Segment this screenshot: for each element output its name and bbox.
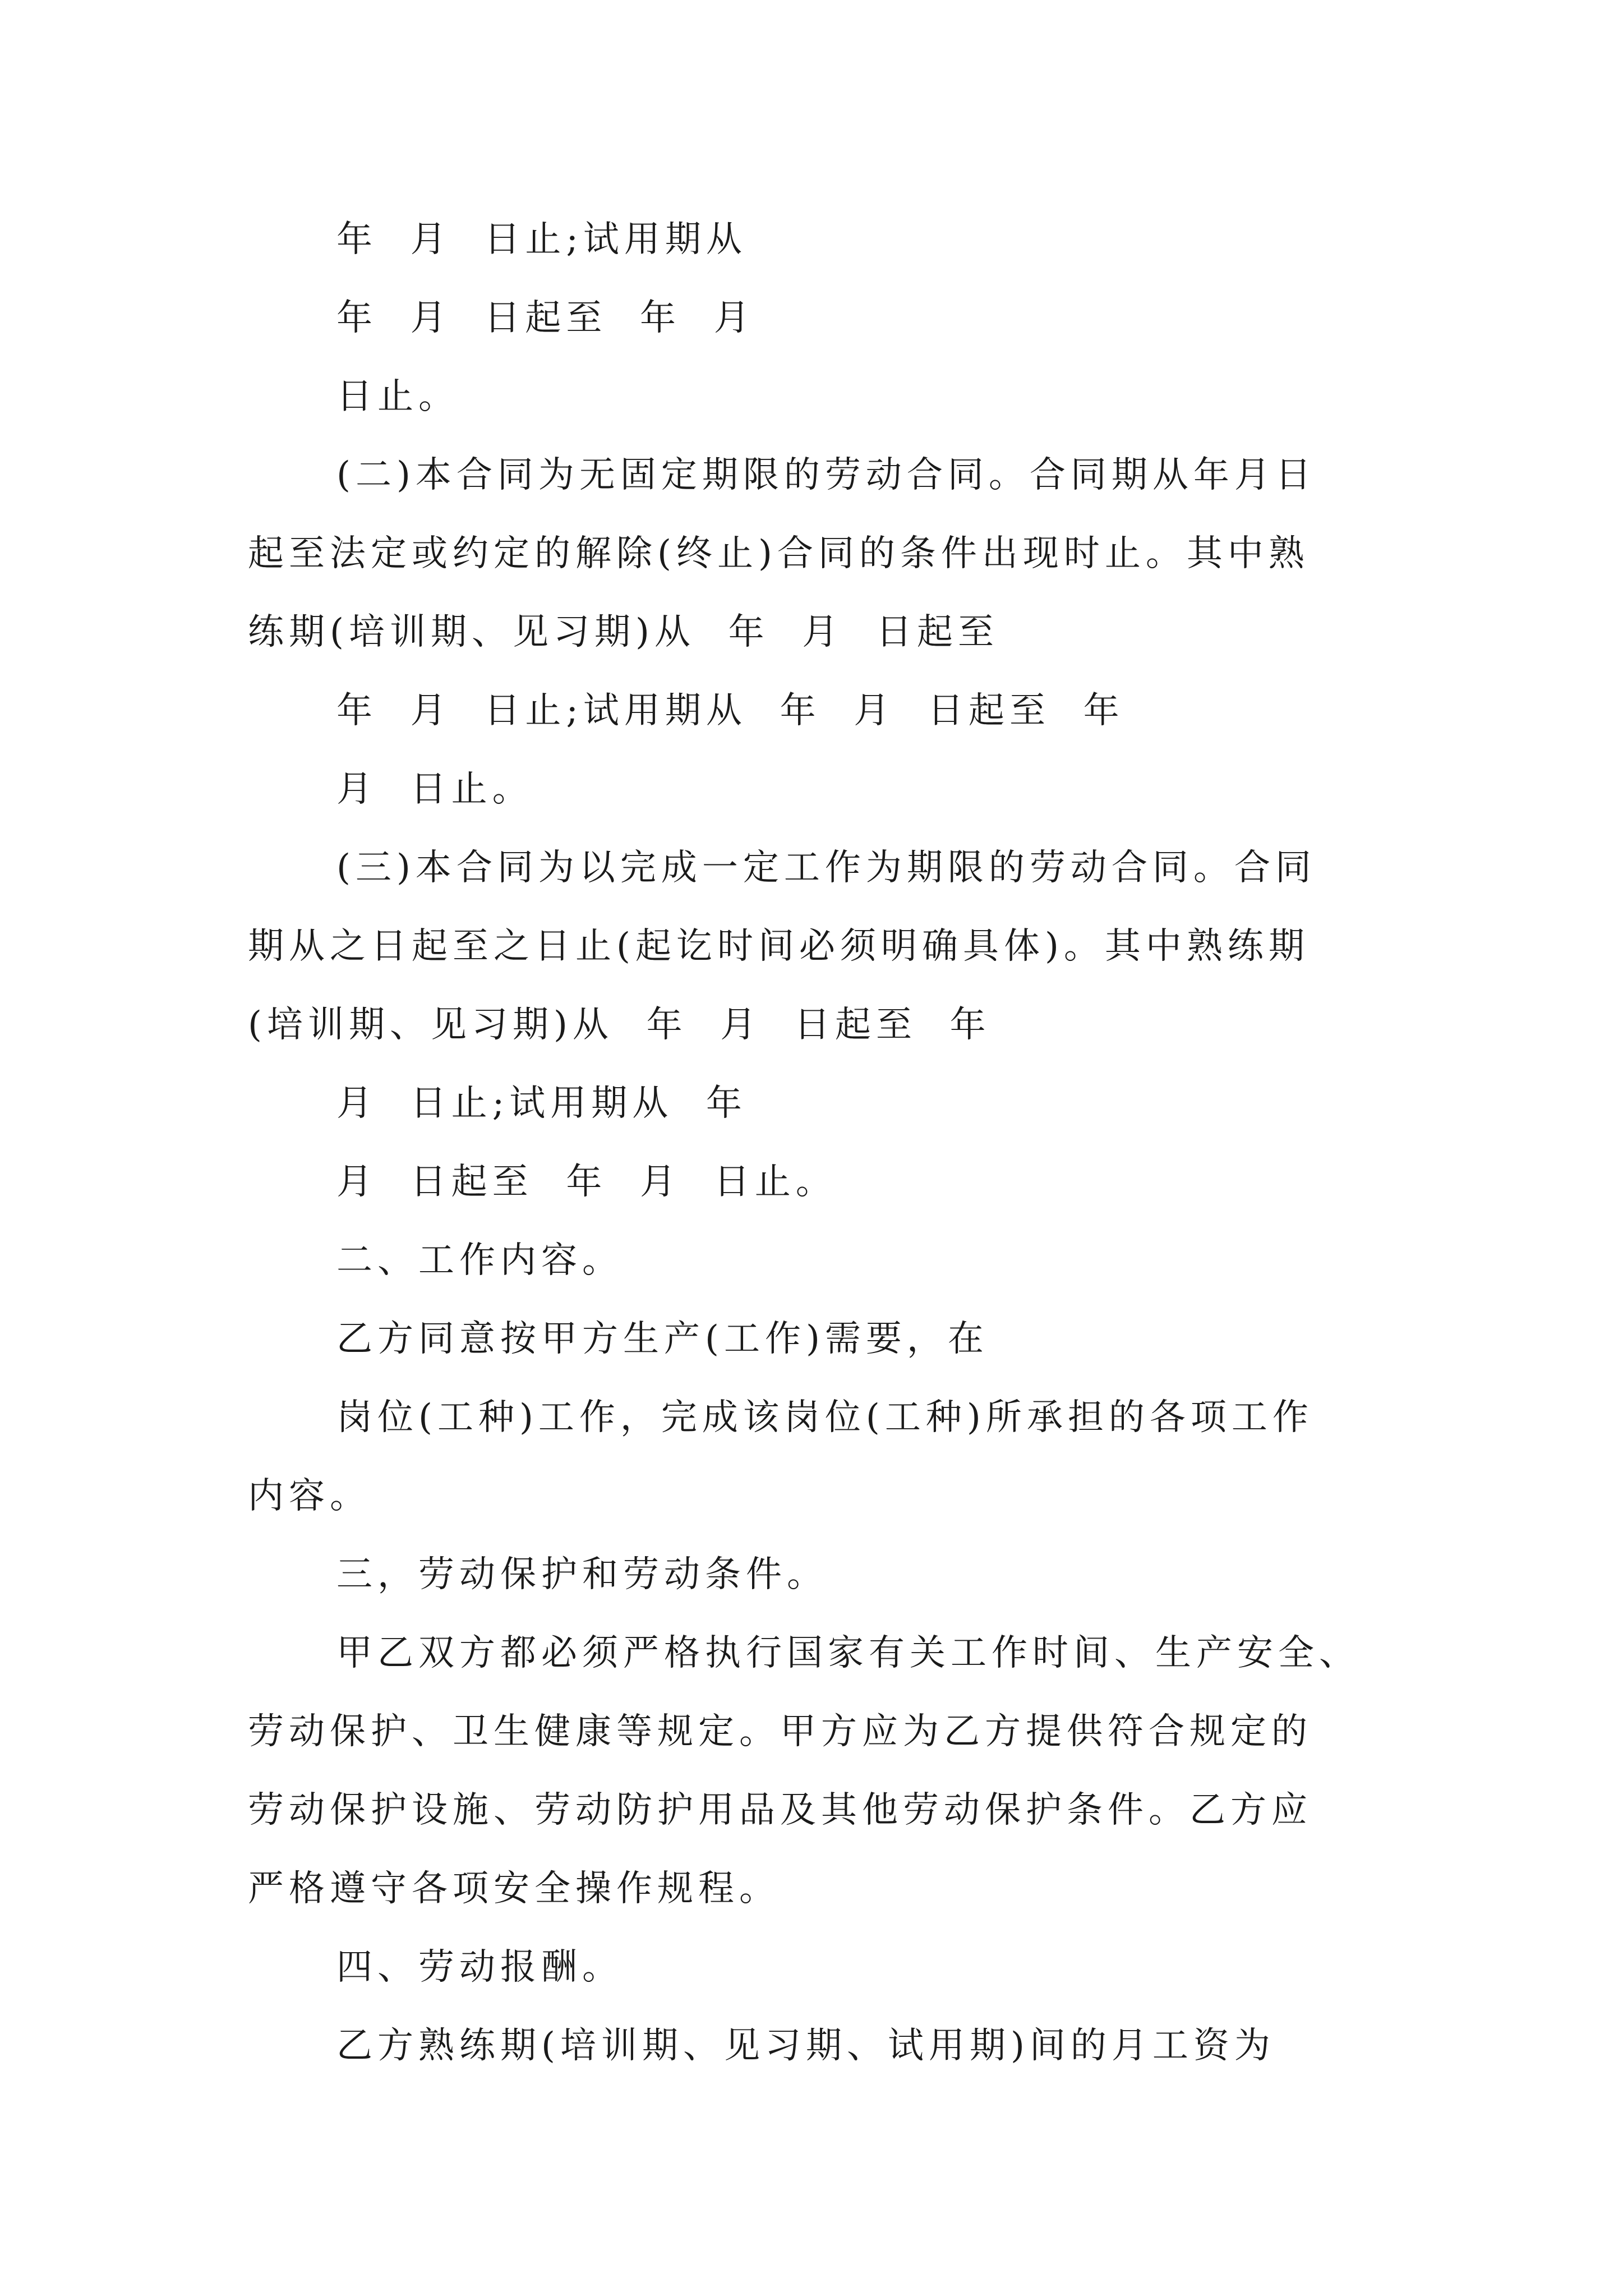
text-line: 年 月 日止;试用期从 年 月 日起至 年 (336, 690, 1124, 731)
text-line: 月 日止;试用期从 年 (336, 1083, 747, 1124)
text-line: (培训期、见习期)从 年 月 日起至 年 (248, 1004, 991, 1046)
text-line: 月 日止。 (336, 769, 533, 810)
text-line: 乙方熟练期(培训期、见习期、试用期)间的月工资为 (336, 2025, 1275, 2067)
text-line: 年 月 日止;试用期从 (336, 219, 747, 260)
section-heading: 三，劳动保护和劳动条件。 (336, 1554, 828, 1595)
text-line: 月 日起至 年 月 日止。 (336, 1161, 837, 1203)
text-line: (二)本合同为无固定期限的劳动合同。合同期从年月日 (336, 454, 1316, 496)
text-line: 期从之日起至之日止(起讫时间必须明确具体)。其中熟练期 (248, 926, 1310, 967)
text-line: 乙方同意按甲方生产(工作)需要，在 (336, 1318, 989, 1360)
text-line: 严格遵守各项安全操作规程。 (248, 1868, 780, 1910)
section-heading: 四、劳动报酬。 (336, 1947, 623, 1988)
text-line: 甲乙双方都必须严格执行国家有关工作时间、生产安全、 (336, 1632, 1360, 1674)
text-line: 岗位(工种)工作，完成该岗位(工种)所承担的各项工作 (336, 1397, 1313, 1438)
text-line: 劳动保护设施、劳动防护用品及其他劳动保护条件。乙方应 (248, 1789, 1312, 1831)
text-line: 内容。 (248, 1475, 371, 1517)
section-heading: 二、工作内容。 (336, 1240, 623, 1281)
text-line: 日止。 (336, 376, 459, 417)
text-line: (三)本合同为以完成一定工作为期限的劳动合同。合同 (336, 847, 1316, 889)
text-line: 年 月 日起至 年 月 (336, 297, 755, 339)
text-line: 劳动保护、卫生健康等规定。甲方应为乙方提供符合规定的 (248, 1711, 1312, 1752)
text-line: 起至法定或约定的解除(终止)合同的条件出现时止。其中熟 (248, 533, 1310, 574)
text-line: 练期(培训期、见习期)从 年 月 日起至 (248, 611, 999, 653)
